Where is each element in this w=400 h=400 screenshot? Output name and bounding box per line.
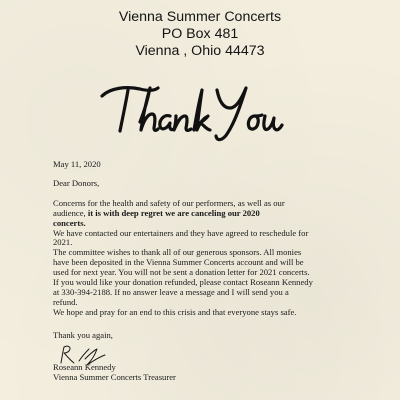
letterhead-city: Vienna , Ohio 44473 (135, 43, 265, 59)
letterhead (0, 9, 400, 60)
paragraph-line: Concerns for the health and safety of our performers, as well as our (53, 197, 285, 208)
paragraph-line: We have contacted our entertainers and they have agreed to reschedule for (53, 227, 309, 238)
paragraph-line: have been deposited in the Vienna Summer Concerts account and will be (53, 257, 304, 268)
paragraph-line: The committee wishes to thank all of our generous sponsors. All monies (53, 247, 302, 258)
paragraph-text: audience, (53, 207, 88, 218)
letter-date: May 11, 2020 (53, 159, 101, 169)
letterhead-org: Vienna Summer Concerts (118, 9, 282, 25)
signer-title: Vienna Summer Concerts Treasurer (53, 372, 176, 382)
letter-closing: Thank you again, (53, 330, 113, 340)
paragraph-line: 2021. (53, 237, 73, 248)
letter-body (53, 160, 378, 318)
signer-name: Roseann Kennedy (53, 362, 116, 372)
paragraph-line: We hope and pray for an end to this crisis and that everyone stays safe. (53, 306, 297, 317)
paragraph-bold-text: concerts. (53, 217, 86, 228)
thank-you-script (96, 76, 286, 146)
letterhead-po-box: PO Box 481 (161, 26, 239, 42)
letter-greeting: Dear Donors, (53, 178, 100, 189)
paragraph-line (53, 209, 378, 219)
thank-you-heading (96, 76, 286, 146)
paragraph-line: used for next year. You will not be sent a donation letter for 2021 concerts. (53, 267, 310, 278)
paragraph-line: If you would like your donation refunded, please contact Roseann Kennedy (53, 277, 313, 288)
paragraph-bold-text: it is with deep regret we are canceling our 2020 (87, 207, 260, 218)
paragraph-line: refund. (53, 296, 78, 307)
paragraph-line: at 330-394-2188. If no answer leave a message and I will send you a (53, 286, 289, 297)
